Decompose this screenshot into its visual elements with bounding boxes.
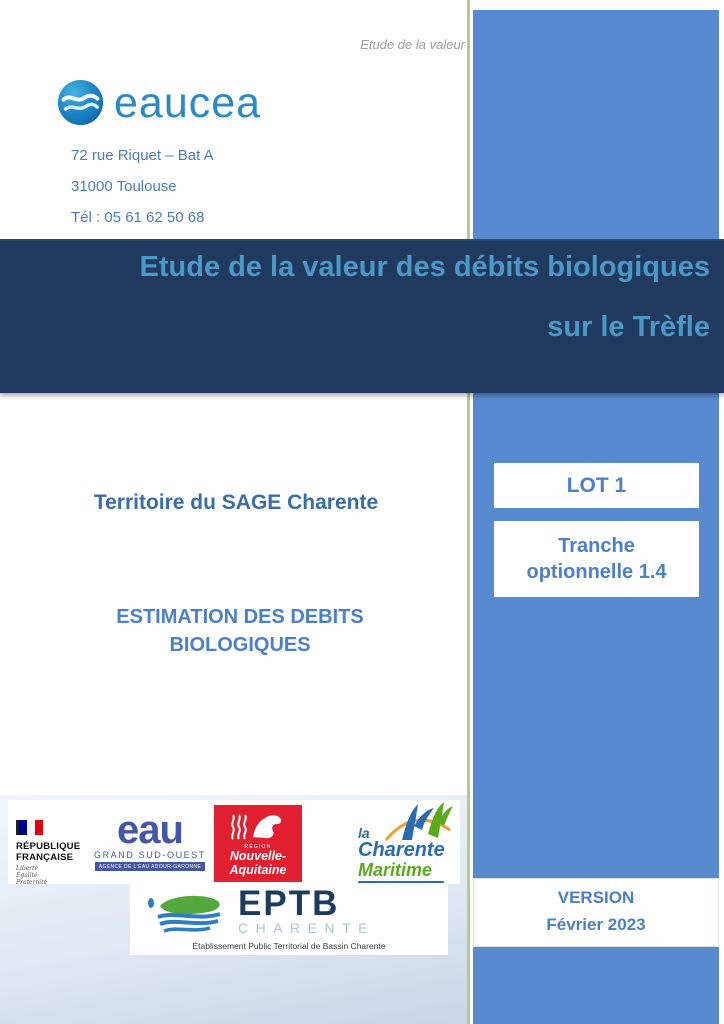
- cm-underline: [358, 881, 444, 883]
- rf-motto-line3: Fraternité: [16, 878, 48, 886]
- eptb-text: [238, 886, 438, 936]
- version-box: [473, 878, 719, 947]
- tranche-line1: Tranche: [558, 535, 635, 557]
- title-line1: Etude de la valeur des débits biologiques: [139, 251, 710, 283]
- version-date: Février 2023: [546, 915, 646, 934]
- lot-box: [494, 463, 699, 508]
- header-note: Etude de la valeur: [360, 37, 465, 52]
- vertical-divider: [467, 0, 470, 1024]
- eaucea-wave-icon: [57, 79, 104, 126]
- rf-name-line2: FRANÇAISE: [16, 851, 74, 863]
- eptb-name: CHARENTE: [238, 920, 376, 936]
- eptb-tagline: Établissement Public Territorial de Bassin Charente: [192, 941, 386, 951]
- title-line2: sur le Trèfle: [547, 311, 710, 343]
- address-street: 72 rue Riquet – Bat A: [71, 147, 214, 164]
- version-label: VERSION: [557, 888, 635, 907]
- agence-eau-logo: [88, 802, 212, 882]
- lion-and-waves-icon: [229, 811, 287, 843]
- tranche-line2: optionnelle 1.4: [526, 561, 667, 583]
- french-flag-icon: [16, 820, 43, 835]
- cm-la: la: [358, 825, 370, 841]
- eau-region-text: GRAND SUD-OUEST: [93, 850, 206, 860]
- lot-label: LOT 1: [566, 473, 627, 497]
- na-name-line1: Nouvelle-: [229, 849, 287, 863]
- basin-map-icon: [146, 893, 228, 935]
- na-region-text: RÉGION: [244, 844, 272, 850]
- title-banner: [0, 239, 724, 393]
- rf-motto-line1: Liberté: [16, 865, 39, 872]
- cm-name-line2: Maritime: [358, 860, 433, 880]
- cm-name-line1: Charente: [358, 839, 445, 861]
- nouvelle-aquitaine-logo: [214, 805, 302, 882]
- eptb-acronym: EPTB: [238, 884, 340, 923]
- tranche-box: [494, 521, 699, 597]
- company-address: [71, 140, 214, 233]
- eau-agency-banner: AGENCE DE L'EAU ADOUR-GARONNE: [95, 862, 206, 871]
- study-line2: BIOLOGIQUES: [169, 634, 311, 656]
- rf-name-line1: RÉPUBLIQUE: [16, 841, 81, 852]
- sidebar-panel: [473, 10, 719, 1024]
- republique-francaise-logo: [16, 820, 86, 886]
- cm-text: [358, 826, 445, 883]
- address-phone: Tél : 05 61 62 50 68: [71, 209, 205, 226]
- rf-motto: [16, 866, 86, 886]
- charente-maritime-logo: [350, 800, 462, 884]
- address-city: 31000 Toulouse: [71, 178, 177, 195]
- eptb-logo-strip: [130, 884, 448, 955]
- partner-logos-strip: [8, 800, 460, 884]
- study-line1: ESTIMATION DES DEBITS: [116, 606, 364, 628]
- eaucea-logo-text: eaucea: [114, 78, 262, 127]
- study-heading: [10, 603, 470, 659]
- na-name-line2: Aquitaine: [229, 862, 287, 877]
- rf-motto-line2: Égalité: [16, 871, 38, 879]
- eaucea-logo: [57, 79, 261, 126]
- rf-name: [16, 842, 86, 863]
- eau-brand-text: eau: [117, 808, 183, 852]
- territory-heading: Territoire du SAGE Charente: [93, 491, 379, 514]
